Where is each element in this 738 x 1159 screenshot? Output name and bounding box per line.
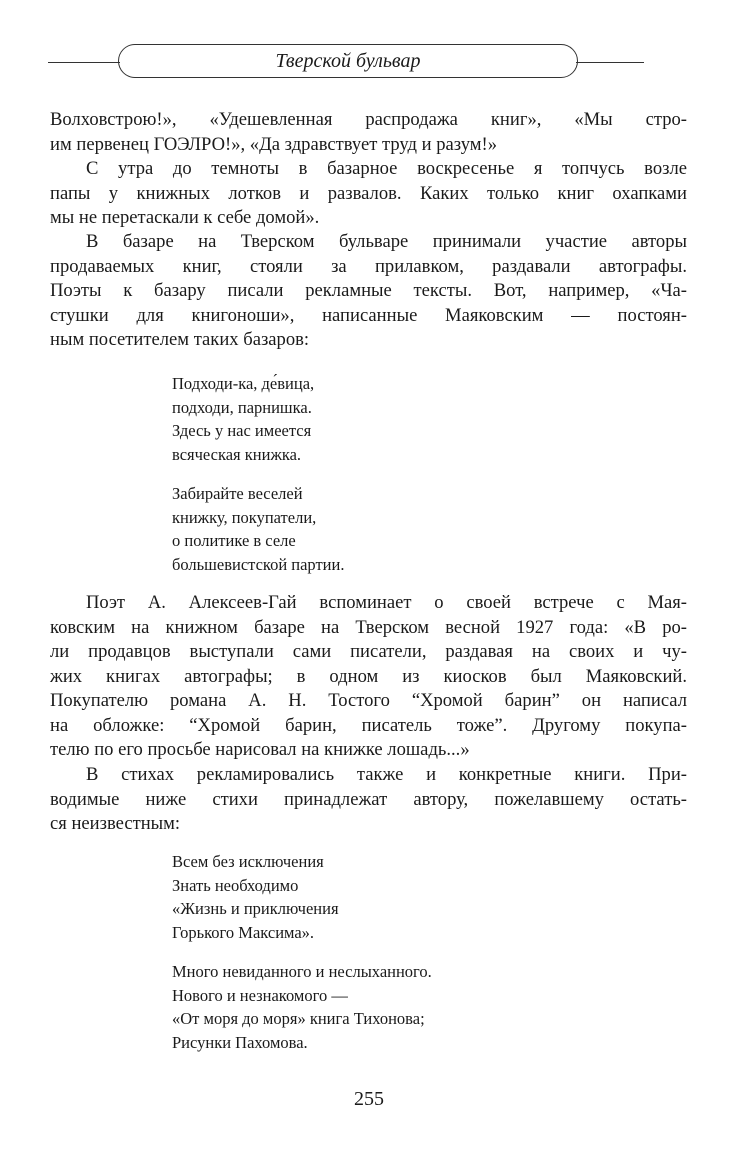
text-line: ся неизвестным:: [50, 813, 181, 834]
text-line: водимые ниже стихи принадлежат автору, пожелавшему остать-: [50, 788, 687, 810]
poem-2-stanza-2: [172, 960, 432, 1054]
poem-line: подходи, парнишка.: [172, 397, 312, 417]
poem-1-stanza-2: [172, 482, 344, 576]
poem-1-stanza-1: [172, 372, 314, 466]
page-number: 255: [354, 1088, 384, 1110]
text-line: жих книгах автографы; в одном из киосков был Маяковский.: [50, 665, 687, 687]
text-line: мы не перетаскали к себе домой».: [50, 207, 320, 228]
poem-line: Забирайте веселей: [172, 484, 303, 503]
paragraph-5: [50, 763, 687, 837]
paragraph-3: [50, 230, 687, 353]
text-line: им первенец ГОЭЛРО!», «Да здравствует труд и разум!»: [50, 133, 498, 155]
paragraph-1: [50, 108, 687, 157]
poem-line: Здесь у нас имеется: [172, 421, 312, 440]
poem-line: Знать необходимо: [172, 875, 299, 895]
text-line: Поэт А. Алексеев-Гай вспоминает о своей встрече с Мая-: [86, 592, 687, 613]
poem-line: книжку, покупатели,: [172, 507, 317, 527]
text-line: Поэты к базару писали рекламные тексты. Вот, например, «Ча-: [50, 280, 687, 301]
text-line: ли продавцов выступали сами писатели, раздавая на своих и чу-: [50, 641, 687, 662]
header-rule-left: [48, 62, 120, 63]
text-line: стушки для книгоноши», написанные Маяковским — постоян-: [50, 304, 687, 326]
paragraph-2: [50, 157, 687, 231]
poem-line: Рисунки Пахомова.: [172, 1032, 308, 1052]
text-line: С утра до темноты в базарное воскресенье я топчусь возле: [86, 158, 687, 179]
poem-line: «От моря до моря» книга Тихонова;: [172, 1009, 425, 1028]
poem-line: Всем без исключения: [172, 852, 324, 871]
text-line: ковским на книжном базаре на Тверском весной 1927 года: «В ро-: [50, 616, 687, 638]
text-line: телю по его просьбе нарисовал на книжке лошадь...»: [50, 739, 470, 760]
poem-line: Много невиданного и неслыханного.: [172, 962, 432, 981]
text-line: продаваемых книг, стояли за прилавком, раздавали автографы.: [50, 255, 687, 277]
header-rule-right: [576, 62, 644, 63]
text-line: ным посетителем таких базаров:: [50, 329, 310, 350]
poem-line: о политике в селе: [172, 531, 296, 550]
text-line: Покупателю романа А. Н. Тостого “Хромой барин” он написал: [50, 690, 687, 711]
poem-2-stanza-1: [172, 850, 339, 944]
poem-line: «Жизнь и приключения: [172, 899, 339, 918]
text-line: на обложке: “Хромой барин, писатель тоже”. Другому покупа-: [50, 714, 687, 736]
poem-line: всяческая книжка.: [172, 444, 302, 464]
text-line: папы у книжных лотков и развалов. Каких только книг охапками: [50, 182, 687, 204]
text-line: В базаре на Тверском бульваре принимали участие авторы: [86, 231, 687, 252]
poem-line: Подходи-ка, де́вица,: [172, 374, 315, 393]
text-line: В стихах рекламировались также и конкретные книги. При-: [86, 764, 687, 785]
text-line: Волховстрою!», «Удешевленная распродажа книг», «Мы стро-: [50, 109, 687, 130]
poem-line: большевистской партии.: [172, 554, 345, 574]
paragraph-4: [50, 591, 687, 763]
poem-line: Нового и незнакомого —: [172, 985, 348, 1005]
running-header: Тверской бульвар: [118, 44, 578, 78]
poem-line: Горького Максима».: [172, 922, 315, 942]
